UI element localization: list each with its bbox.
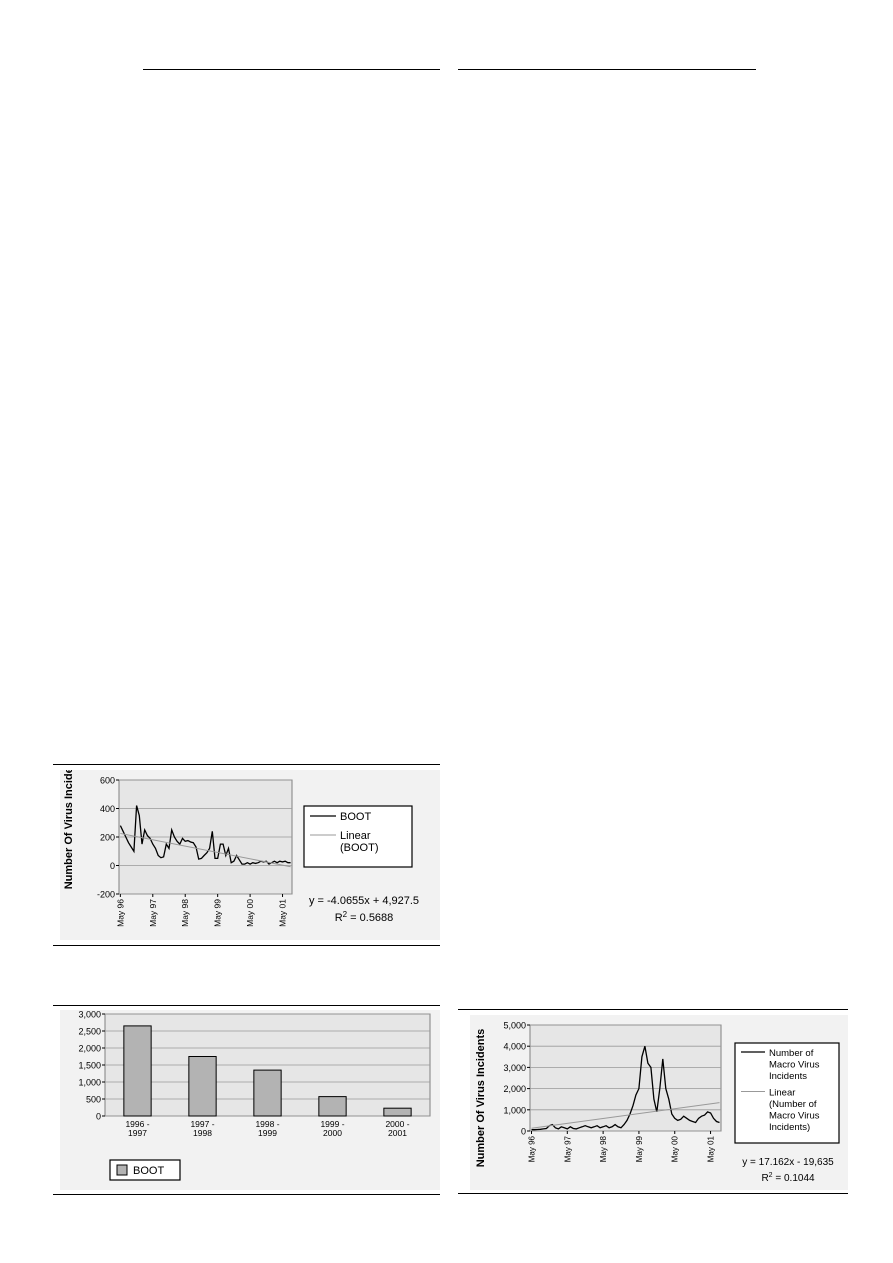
y-tick-label: 4,000 bbox=[503, 1041, 526, 1052]
x-tick-label: 1999 - bbox=[320, 1119, 345, 1129]
bar-3 bbox=[254, 1070, 281, 1116]
y-axis-title: Number Of Virus Incidents bbox=[63, 770, 75, 890]
trend-equation: y = -4.0655x + 4,927.5 bbox=[308, 895, 420, 907]
legend-label: Number of bbox=[769, 1048, 814, 1059]
y-tick-label: 600 bbox=[99, 775, 115, 786]
boot-yearly-svg bbox=[60, 1010, 440, 1190]
x-tick-label: May 01 bbox=[706, 1136, 716, 1163]
x-tick-label: 2000 bbox=[323, 1128, 342, 1138]
y-tick-label: 200 bbox=[99, 832, 115, 843]
x-tick-label: May 01 bbox=[277, 899, 288, 927]
x-tick-label: May 98 bbox=[599, 1136, 609, 1163]
figure1-rule-bottom bbox=[53, 945, 440, 946]
y-tick-label: 1,000 bbox=[78, 1077, 101, 1088]
x-tick-label: May 99 bbox=[212, 899, 223, 927]
legend-label: Incidents) bbox=[769, 1122, 811, 1133]
x-tick-label: May 98 bbox=[180, 899, 191, 927]
y-tick-label: 5,000 bbox=[503, 1020, 526, 1031]
x-tick-label: 1997 bbox=[128, 1128, 147, 1138]
y-tick-label: 3,000 bbox=[78, 1010, 101, 1020]
y-tick-label: 0 bbox=[520, 1126, 526, 1137]
bar-1 bbox=[124, 1026, 151, 1116]
figure2-rule-top bbox=[53, 1005, 440, 1006]
y-tick-label: -200 bbox=[96, 889, 115, 900]
y-axis-title: Number Of Virus Incidents bbox=[475, 1028, 487, 1168]
y-tick-label: 0 bbox=[95, 1111, 101, 1122]
boot-monthly-svg bbox=[60, 770, 440, 940]
y-tick-label: 400 bbox=[99, 804, 115, 814]
x-tick-label: 1999 bbox=[258, 1128, 277, 1138]
x-tick-label: 2000 - bbox=[385, 1119, 410, 1129]
y-tick-label: 3,000 bbox=[503, 1062, 526, 1073]
y-tick-label: 0 bbox=[109, 861, 115, 871]
bar-4 bbox=[319, 1097, 346, 1116]
legend-label: Macro Virus bbox=[769, 1110, 820, 1122]
legend-label: BOOT bbox=[340, 811, 372, 823]
y-tick-label: 2,000 bbox=[503, 1084, 526, 1095]
y-tick-label: 2,000 bbox=[78, 1043, 101, 1054]
legend-label: Macro Virus bbox=[769, 1059, 820, 1071]
y-tick-label: 1,000 bbox=[503, 1105, 526, 1116]
figure2-rule-bottom bbox=[53, 1194, 440, 1195]
legend-label: Incidents bbox=[769, 1071, 808, 1082]
macro-monthly-chart bbox=[470, 1015, 848, 1190]
x-tick-label: May 00 bbox=[245, 899, 256, 927]
trend-equation: y = 17.162x - 19,635 bbox=[742, 1157, 834, 1168]
x-tick-label: May 99 bbox=[634, 1136, 644, 1163]
bar-5 bbox=[384, 1108, 411, 1116]
r-squared: $R^2 = 0.1044$ bbox=[761, 1172, 815, 1184]
legend-label: Linear bbox=[340, 830, 371, 842]
x-tick-label: 1998 - bbox=[255, 1119, 280, 1129]
boot-yearly-chart bbox=[60, 1010, 440, 1190]
r-squared: $R^2 = 0.5688$ bbox=[334, 910, 394, 924]
y-tick-label: 500 bbox=[85, 1094, 101, 1105]
legend-swatch bbox=[117, 1165, 127, 1175]
legend-label: (BOOT) bbox=[340, 842, 379, 854]
x-tick-label: May 96 bbox=[115, 899, 126, 927]
y-tick-label: 1,500 bbox=[78, 1060, 101, 1071]
y-tick-label: 2,500 bbox=[78, 1026, 101, 1037]
macro-monthly-svg bbox=[470, 1015, 848, 1190]
top-rule-right bbox=[458, 69, 756, 70]
x-tick-label: 1996 - bbox=[125, 1119, 150, 1129]
figure3-rule-top bbox=[458, 1009, 848, 1010]
x-tick-label: 1997 - bbox=[190, 1119, 215, 1129]
x-tick-label: May 00 bbox=[670, 1136, 680, 1163]
top-rule-left bbox=[143, 69, 440, 70]
legend-label: Linear bbox=[769, 1087, 796, 1099]
x-tick-label: 2001 bbox=[388, 1128, 407, 1138]
boot-monthly-chart bbox=[60, 770, 440, 940]
figure1-rule-top bbox=[53, 764, 440, 765]
x-tick-label: May 97 bbox=[563, 1136, 573, 1163]
x-tick-label: 1998 bbox=[193, 1128, 212, 1138]
legend-label: (Number of bbox=[769, 1099, 817, 1110]
x-tick-label: May 97 bbox=[147, 899, 158, 927]
bar-2 bbox=[189, 1057, 216, 1117]
figure3-rule-bottom bbox=[458, 1193, 848, 1194]
legend-label: BOOT bbox=[133, 1165, 165, 1177]
x-tick-label: May 96 bbox=[527, 1136, 537, 1163]
